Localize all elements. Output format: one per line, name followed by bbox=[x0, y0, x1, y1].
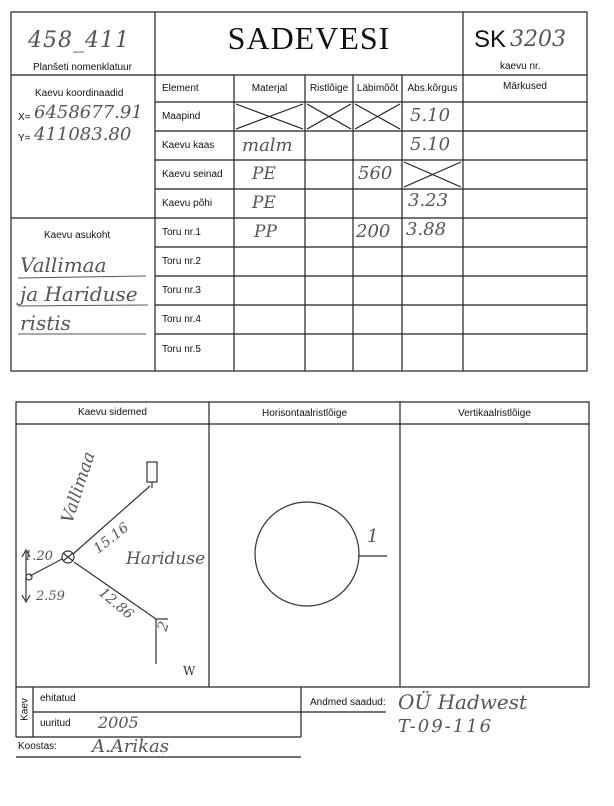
row-element: Kaevu põhi bbox=[162, 198, 213, 209]
row-element: Kaevu seinad bbox=[162, 169, 223, 180]
compiled-label: Koostas: bbox=[18, 741, 57, 752]
location-line-2: ja Hariduse bbox=[20, 282, 138, 306]
col-header-notes: Märkused bbox=[503, 81, 547, 92]
data-from-label: Andmed saadud: bbox=[310, 697, 386, 708]
row-element: Toru nr.4 bbox=[162, 314, 201, 325]
well-id-caption: kaevu nr. bbox=[500, 61, 541, 72]
col-header-diameter: Läbimõõt bbox=[356, 83, 399, 94]
sketch-header-horizontal: Horisontaalristlõige bbox=[261, 408, 348, 419]
row-elevation: 3.88 bbox=[406, 219, 447, 240]
col-header-element: Element bbox=[162, 83, 199, 94]
row-element: Kaevu kaas bbox=[162, 140, 215, 151]
sketch-header-vertical: Vertikaalristlõige bbox=[458, 408, 531, 419]
row-material: PE bbox=[252, 164, 276, 184]
sheet-number: 458_411 bbox=[28, 28, 130, 53]
row-material: malm bbox=[242, 135, 293, 156]
page-title: SADEVESI bbox=[227, 20, 391, 56]
col-header-material: Materjal bbox=[251, 83, 288, 94]
row-elevation: 5.10 bbox=[410, 134, 451, 155]
surveyed-value: 2005 bbox=[98, 713, 139, 732]
dimension-se: 12.86 bbox=[95, 584, 137, 623]
compiled-value: A.Arikas bbox=[92, 736, 169, 757]
row-element: Toru nr.1 bbox=[162, 227, 201, 238]
coord-y-value: 411083.80 bbox=[34, 124, 132, 145]
coordinates-heading: Kaevu koordinaadid bbox=[35, 88, 124, 99]
row-material: PP bbox=[254, 222, 277, 242]
row-element: Maapind bbox=[162, 111, 201, 122]
surveyed-label: uuritud bbox=[40, 718, 71, 729]
well-id-number: 3203 bbox=[510, 27, 566, 52]
row-material: PE bbox=[252, 193, 276, 213]
dimension-small: 2 bbox=[154, 619, 173, 634]
pipe-number-label: 1 bbox=[367, 526, 379, 547]
row-element: Toru nr.2 bbox=[162, 256, 201, 267]
row-elevation: 3.23 bbox=[408, 190, 449, 211]
coord-y-label: Y= bbox=[18, 133, 31, 144]
row-diameter: 200 bbox=[356, 221, 391, 242]
well-label: Kaev bbox=[19, 698, 31, 721]
row-element: Toru nr.5 bbox=[162, 344, 201, 355]
coord-x-label: X= bbox=[18, 112, 31, 123]
marker-w: W bbox=[183, 664, 196, 678]
data-from-company: OÜ Hadwest bbox=[398, 690, 528, 714]
street-label-horizontal: Hariduse bbox=[126, 549, 206, 569]
location-line-3: ristis bbox=[20, 311, 71, 335]
col-header-elevation: Abs.kõrgus bbox=[407, 83, 458, 94]
sheet-caption: Planšeti nomenklatuur bbox=[33, 62, 132, 73]
data-from-code: T-09-116 bbox=[398, 716, 494, 737]
col-header-cross: Ristlõige bbox=[309, 83, 349, 94]
built-label: ehitatud bbox=[40, 693, 76, 704]
dimension-ne: 15.16 bbox=[90, 519, 133, 558]
dimension-w: 1.20 bbox=[24, 549, 53, 564]
location-heading: Kaevu asukoht bbox=[44, 230, 111, 241]
coord-x-value: 6458677.91 bbox=[34, 102, 143, 123]
well-id-prefix: SK bbox=[474, 26, 507, 53]
location-line-1: Vallimaa bbox=[20, 253, 107, 277]
dimension-sw: 2.59 bbox=[36, 589, 65, 604]
sketch-header-connections: Kaevu sidemed bbox=[78, 407, 147, 418]
row-elevation: 5.10 bbox=[410, 105, 451, 126]
row-diameter: 560 bbox=[358, 163, 393, 184]
street-label-vertical: Vallimaa bbox=[57, 449, 100, 526]
row-element: Toru nr.3 bbox=[162, 285, 201, 296]
